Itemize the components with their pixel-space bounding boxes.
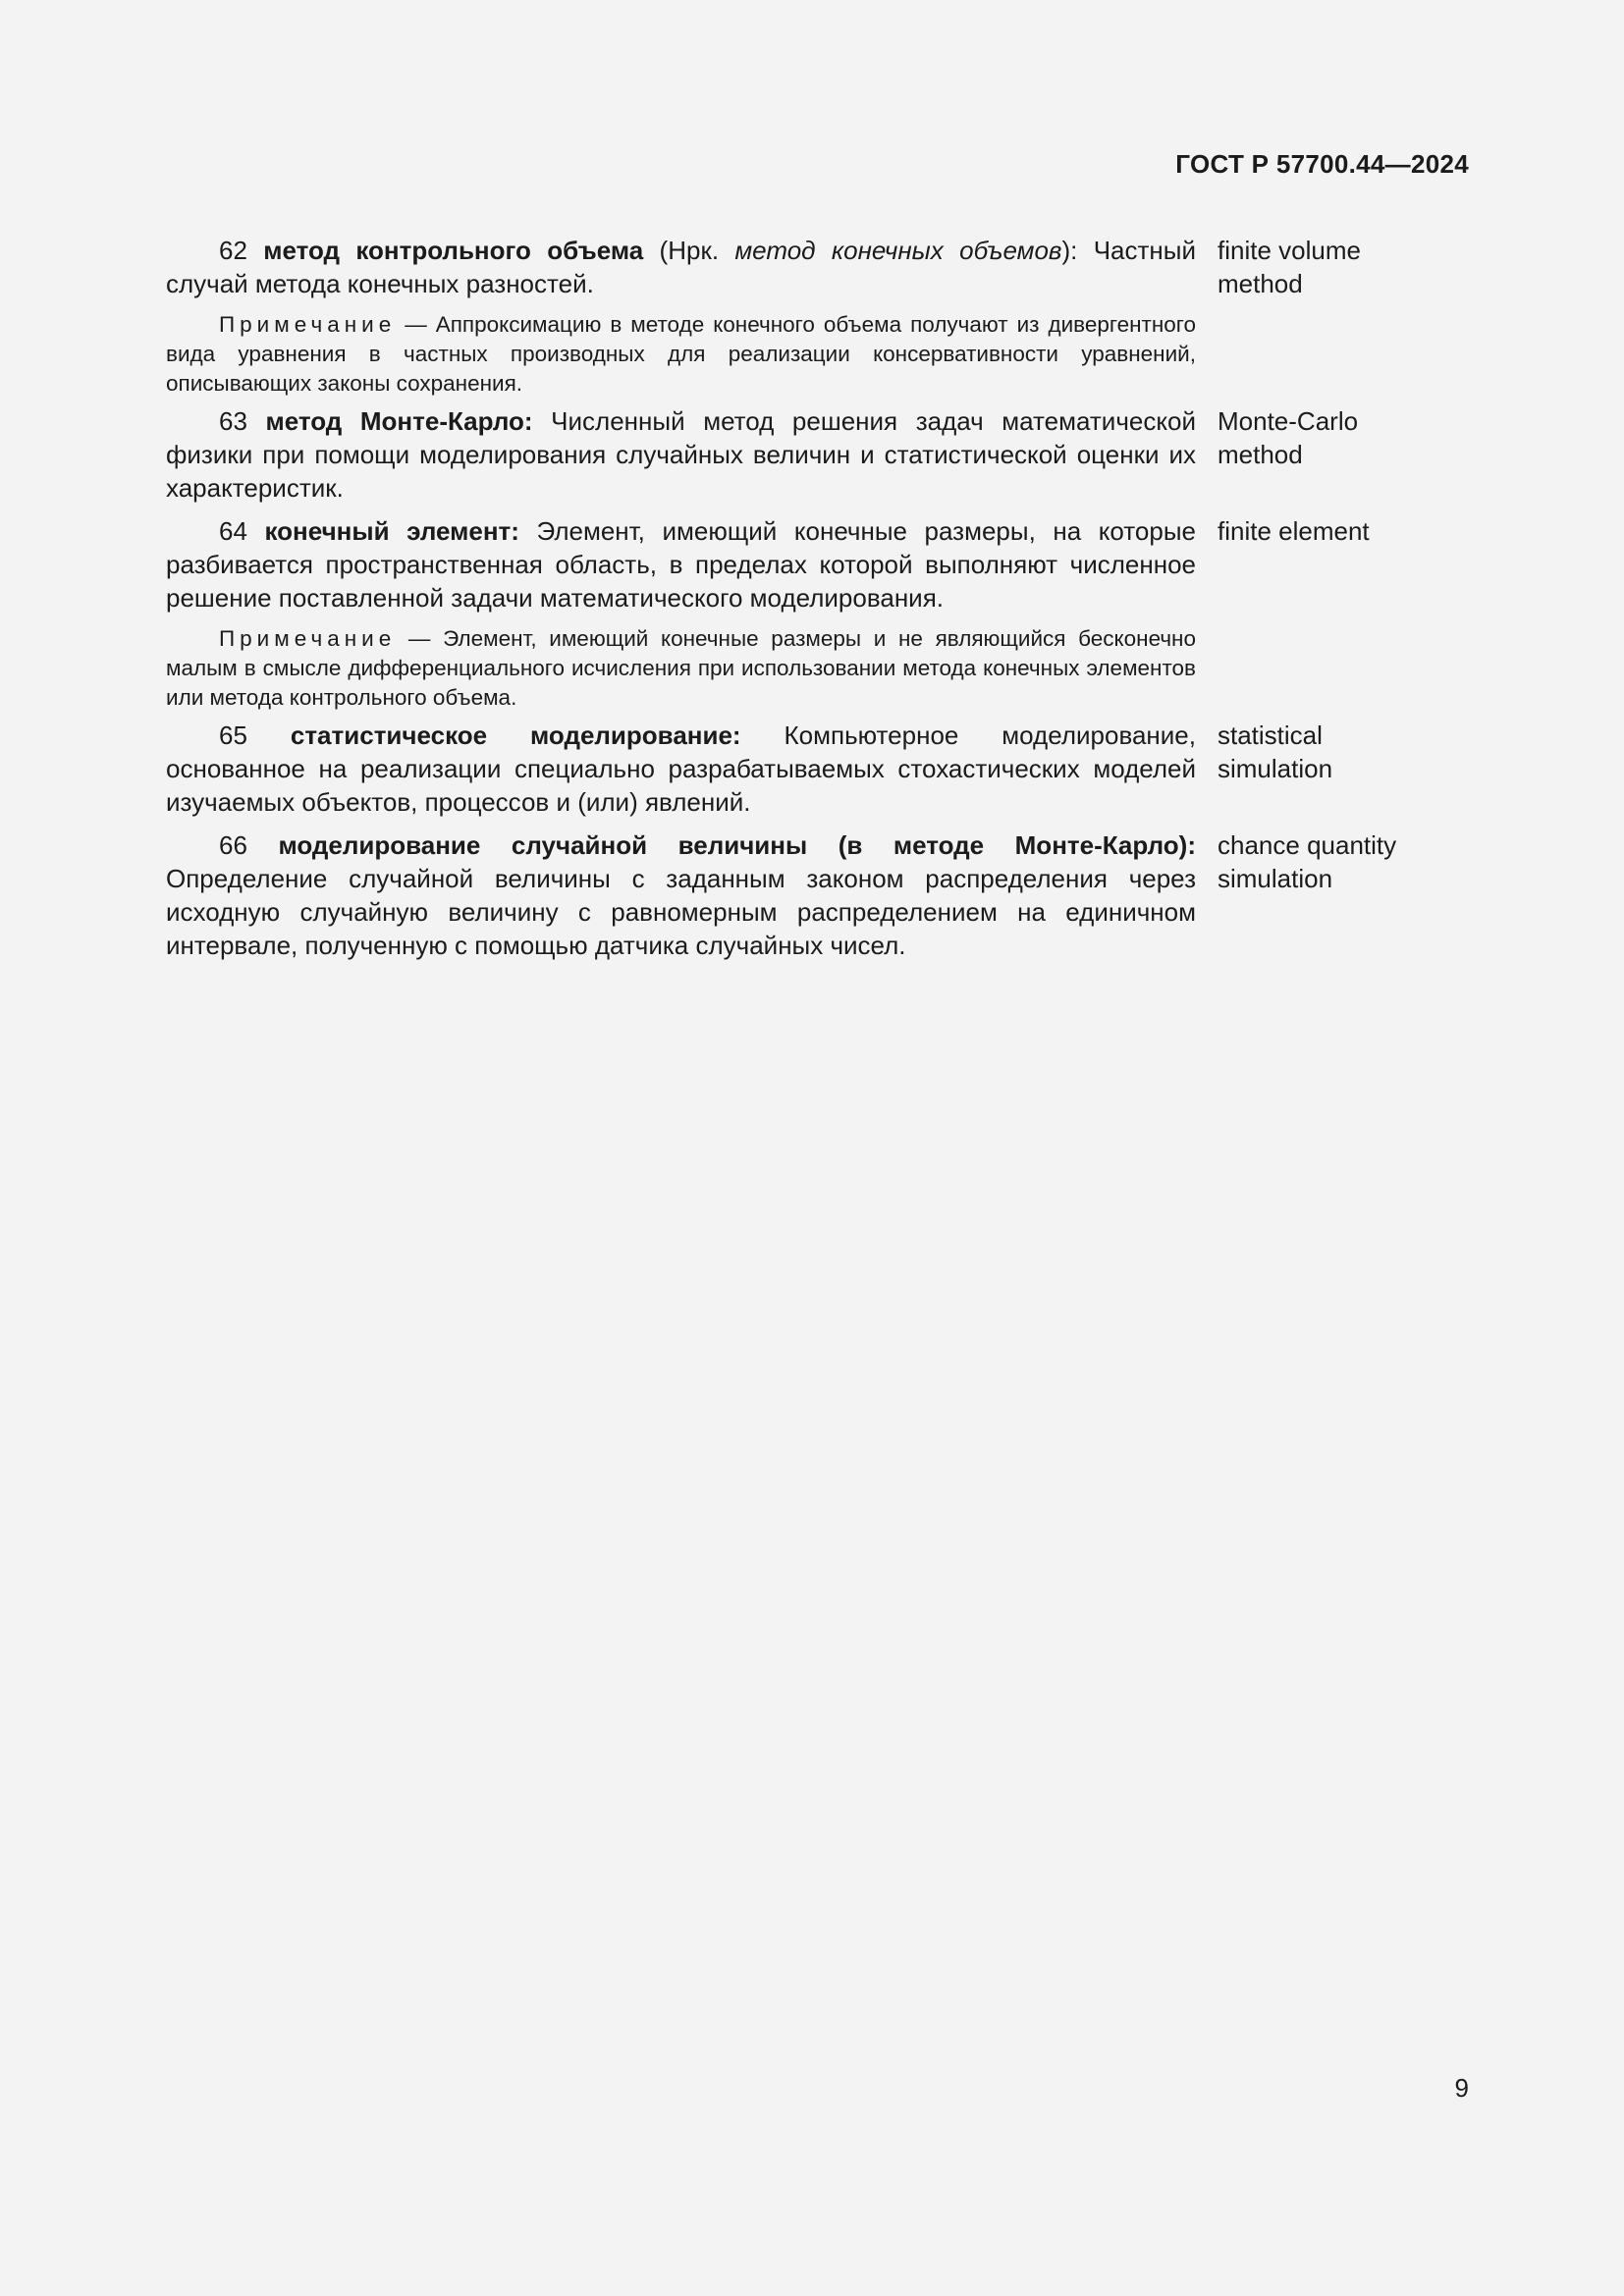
document-header: ГОСТ Р 57700.44—2024 [1175, 149, 1469, 179]
english-equivalent [1218, 719, 1469, 785]
english-term-line: chance quantity [1218, 830, 1397, 860]
term-number: 66 [219, 830, 247, 860]
term-definition [166, 719, 1196, 819]
english-equivalent [1218, 404, 1469, 471]
term-entry-62 [166, 234, 1469, 300]
english-equivalent [1218, 234, 1469, 300]
note-label: Примечание [219, 312, 397, 337]
term-number: 64 [219, 516, 247, 546]
note-text: — Аппроксимацию в методе конечного объема получают из дивергентного вида уравнения в частных производных для реализации консервативности уравнений, описывающих законы сохранения. [166, 312, 1196, 396]
english-term-line: finite volume [1218, 236, 1361, 265]
english-term-line: method [1218, 269, 1303, 298]
term-paren-close: ): [1061, 236, 1094, 265]
term-definition [166, 404, 1196, 505]
term-entry-65 [166, 719, 1469, 819]
terms-list [166, 234, 1469, 962]
term-number: 65 [219, 721, 247, 750]
term-title: метод Монте-Карло: [265, 406, 533, 436]
note-label: Примечание [219, 626, 397, 651]
term-synonym: метод конечных объемов [734, 236, 1062, 265]
english-term-line: Monte-Carlo [1218, 406, 1359, 436]
english-term-line: simulation [1218, 754, 1333, 783]
english-equivalent [1218, 828, 1469, 895]
term-number: 63 [219, 406, 247, 436]
definition-text: Численный метод решения задач математической физики при помощи моделирования случайных величин и статистической оценки их характеристик. [166, 406, 1196, 503]
english-term-line: finite element [1218, 516, 1370, 546]
term-number: 62 [219, 236, 247, 265]
definition-text: Частный случай метода конечных разностей. [166, 236, 1196, 298]
term-title: метод контрольного объема [263, 236, 644, 265]
english-term-line: statistical [1218, 721, 1323, 750]
definition-text: Определение случайной величины с заданным законом распределения через исходную случайную величину с равномерным распределением на единичном интервале, полученную с помощью датчика случайных чисел. [166, 864, 1196, 960]
term-paren-open: (Нрк. [643, 236, 735, 265]
definition-text: Элемент, имеющий конечные размеры, на которые разбивается пространственная область, в пределах которой выполняют численное решение поставленной задачи математического моделирования. [166, 516, 1196, 613]
note-text: — Элемент, имеющий конечные размеры и не являющийся бесконечно малым в смысле дифференциального исчисления при использовании метода конечных элементов или метода контрольного объема. [166, 626, 1196, 710]
term-entry-63 [166, 404, 1469, 505]
term-entry-64 [166, 514, 1469, 614]
english-term-line: simulation [1218, 864, 1333, 893]
term-title: статистическое моделирование: [290, 721, 741, 750]
term-entry-66 [166, 828, 1469, 962]
term-definition [166, 514, 1196, 614]
term-title: конечный элемент: [264, 516, 519, 546]
english-equivalent [1218, 514, 1469, 548]
definition-text: Компьютерное моделирование, основанное на реализации специально разрабатываемых стохастических моделей изучаемых объектов, процессов и (или) явлений. [166, 721, 1196, 817]
term-definition [166, 234, 1196, 300]
page-number: 9 [1454, 2073, 1469, 2103]
note-62 [166, 310, 1196, 399]
note-64 [166, 624, 1196, 713]
english-term-line: method [1218, 440, 1303, 469]
term-title: моделирование случайной величины (в методе Монте-Карло): [278, 830, 1196, 860]
term-definition [166, 828, 1196, 962]
